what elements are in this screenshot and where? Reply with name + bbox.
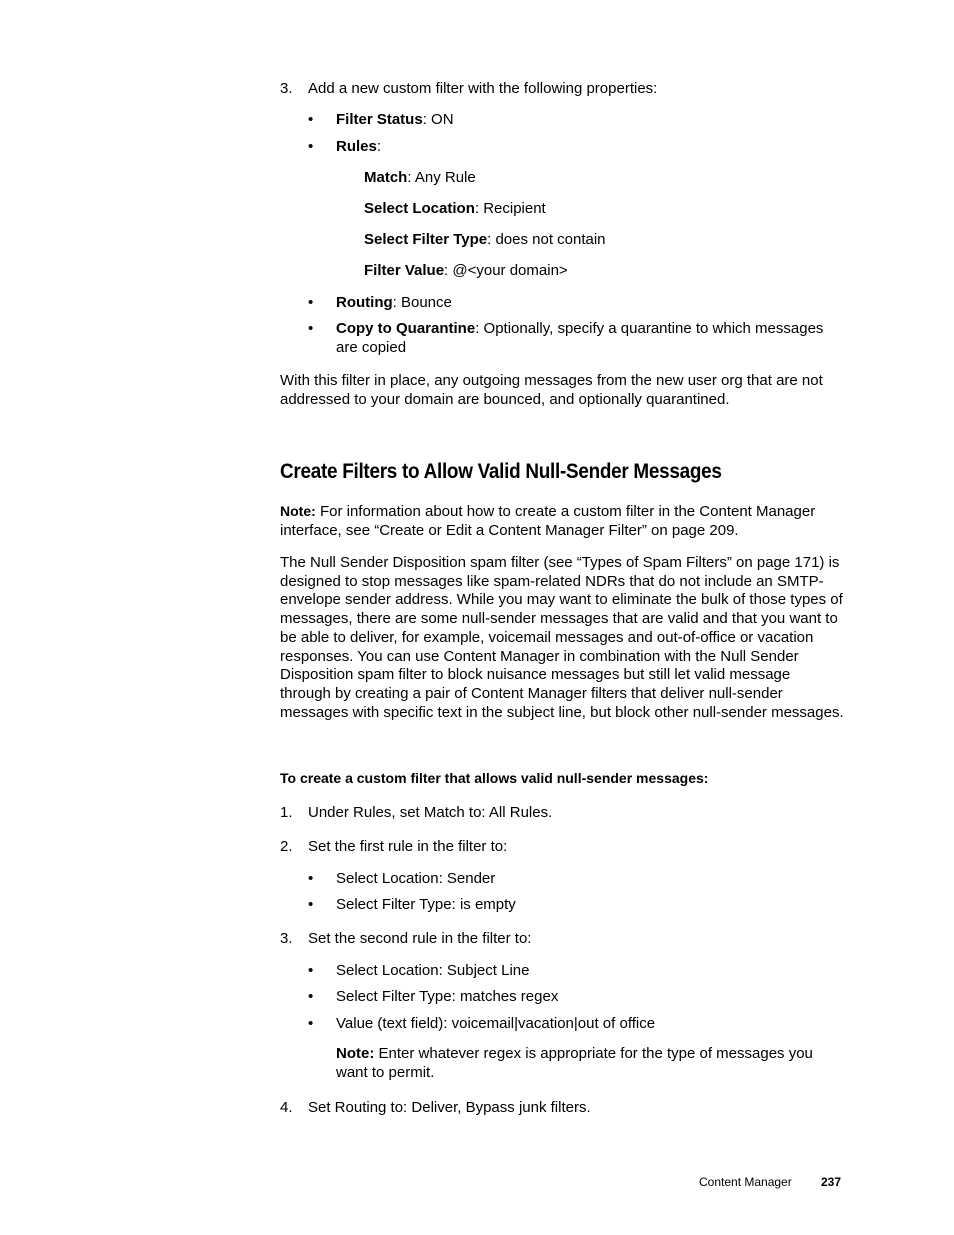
step-number: 3. <box>280 930 293 947</box>
bullet: • <box>308 111 314 128</box>
prop-filter-status: Filter Status: ON <box>336 111 454 128</box>
bullet: • <box>308 962 314 979</box>
bullet: • <box>308 1015 314 1032</box>
step-number: 2. <box>280 838 293 855</box>
section-heading: Create Filters to Allow Valid Null-Sender Messages <box>280 460 722 483</box>
footer-section-name: Content Manager <box>699 1175 792 1189</box>
bullet: • <box>308 870 314 887</box>
bullet: • <box>308 988 314 1005</box>
prop-match: Match: Any Rule <box>364 169 476 186</box>
list-item: Select Location: Sender <box>336 870 496 887</box>
step-number: 1. <box>280 804 293 821</box>
step3-note: Note: Enter whatever regex is appropriate for the type of messages you want to permit. <box>336 1045 813 1081</box>
closing-paragraph: With this filter in place, any outgoing messages from the new user org that are not addressed to your domain are bounced, and optionally quarantined. <box>280 372 823 408</box>
note-label: Note: <box>280 503 316 519</box>
footer-page-number: 237 <box>821 1175 842 1189</box>
prop-rules: Rules: <box>336 138 382 155</box>
step-text: Add a new custom filter with the following properties: <box>308 80 658 97</box>
bullet: • <box>308 896 314 913</box>
list-item: Select Filter Type: is empty <box>336 896 516 913</box>
list-item: Select Filter Type: matches regex <box>336 988 559 1005</box>
step-text: Under Rules, set Match to: All Rules. <box>308 804 553 821</box>
step-text: Set the first rule in the filter to: <box>308 838 508 855</box>
note-paragraph: Note: For information about how to create a custom filter in the Content Manager interface, see “Create or Edit a Content Manager Filter” on page 209. <box>280 503 816 539</box>
step-text: Set the second rule in the filter to: <box>308 930 532 947</box>
procedure-title: To create a custom filter that allows valid null-sender messages: <box>280 770 709 786</box>
prop-routing: Routing: Bounce <box>336 294 452 311</box>
body-paragraph: The Null Sender Disposition spam filter (see “Types of Spam Filters” on page 171) is designed to stop messages like spam-related NDRs that do not include an SMTP-envelope sender address. While you may want to eliminate the bulk of those types of messages, there are some null-sender messages that are valid and that you want to be able to deliver, for example, voicemail messages and out-of-office or vacation responses. You can use Content Manager in combination with the Null Sender Disposition spam filter to block nuisance messages but still let valid message through by creating a pair of Content Manager filters that deliver null-sender messages with specific text in the subject line, but block other null-sender messages. <box>280 554 844 721</box>
step-text: Set Routing to: Deliver, Bypass junk filters. <box>308 1099 591 1116</box>
list-item: Value (text field): voicemail|vacation|out of office <box>336 1015 656 1032</box>
bullet: • <box>308 294 314 311</box>
prop-select-location: Select Location: Recipient <box>364 200 546 217</box>
step-number: 4. <box>280 1099 293 1116</box>
prop-copy-to-quarantine: Copy to Quarantine: Optionally, specify a quarantine to which messages <box>336 320 824 337</box>
note-label: Note: <box>336 1045 375 1062</box>
prop-copy-to-quarantine-cont: are copied <box>336 339 407 356</box>
prop-select-filter-type: Select Filter Type: does not contain <box>364 231 606 248</box>
prop-filter-value: Filter Value: @<your domain> <box>364 262 568 279</box>
bullet: • <box>308 320 314 337</box>
bullet: • <box>308 138 314 155</box>
list-item: Select Location: Subject Line <box>336 962 530 979</box>
step-number: 3. <box>280 80 293 97</box>
